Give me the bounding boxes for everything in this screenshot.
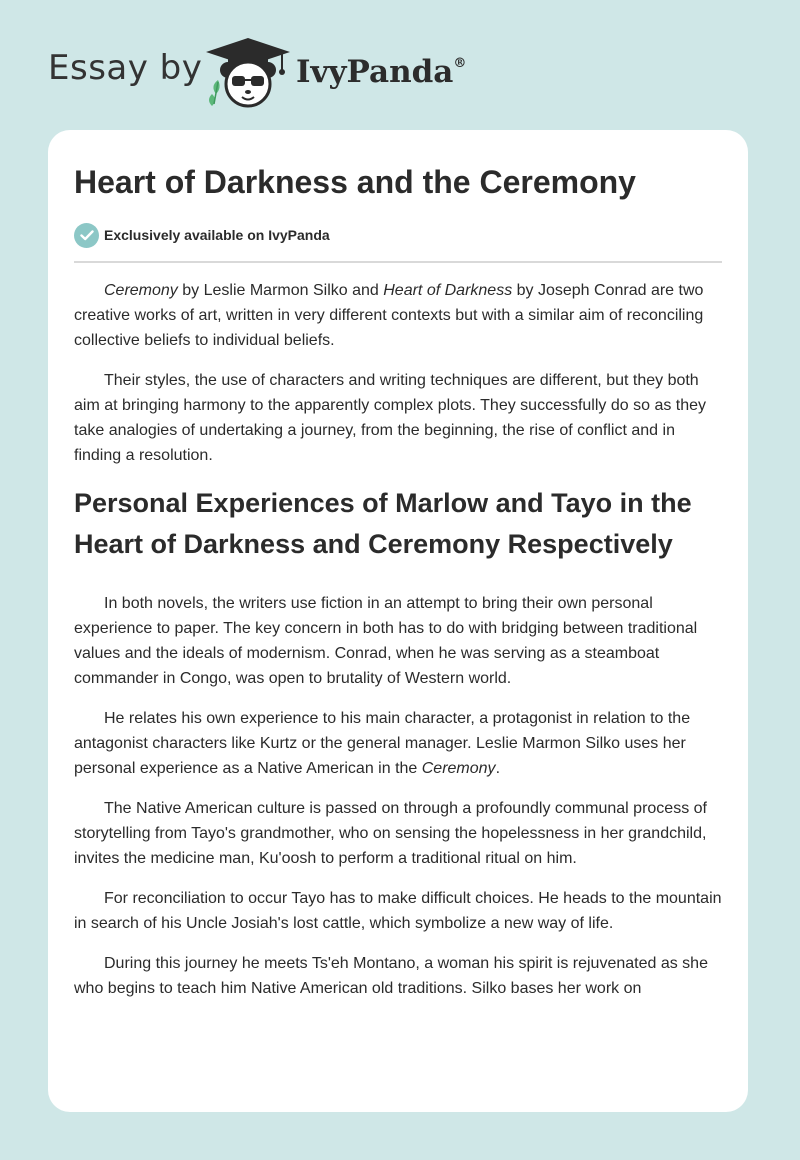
emphasis: Ceremony <box>104 282 178 299</box>
paragraph-text: . <box>495 760 501 777</box>
divider <box>74 261 722 263</box>
essay-card <box>48 130 748 1112</box>
brand-name: IvyPanda <box>296 54 454 90</box>
paragraph: During this journey he meets Ts'eh Montano, a woman his spirit is rejuvenated as she who begins to teach him Native American old traditions. Silko bases her work on <box>74 955 708 997</box>
paragraph <box>74 706 722 781</box>
paragraph-text: He relates his own experience to his main character, a protagonist in relation to the antagonist characters like Kurtz or the general manager. Leslie Marmon Silko uses her personal experience as a Native American in the <box>74 710 691 777</box>
paragraph-text: by Leslie Marmon Silko and <box>177 282 384 299</box>
section-heading: Personal Experiences of Marlow and Tayo in the Heart of Darkness and Ceremony Respectively <box>74 488 692 559</box>
paragraph: For reconciliation to occur Tayo has to make difficult choices. He heads to the mountain in search of his Uncle Josiah's lost cattle, which symbolize a new way of life. <box>74 890 722 932</box>
badge-label: Exclusively available on IvyPanda <box>104 227 330 243</box>
site-header <box>0 0 800 128</box>
registered-mark: ® <box>453 55 467 71</box>
paragraph-text: by Joseph Conrad are two creative works of art, written in very different contexts but with a similar aim of reconciling collective beliefs to individual beliefs. <box>74 282 704 349</box>
ivypanda-brand[interactable] <box>296 54 466 90</box>
emphasis: Heart of Darkness <box>383 282 513 299</box>
check-icon <box>74 223 99 248</box>
ivypanda-logo-icon[interactable] <box>202 36 294 108</box>
paragraph: The Native American culture is passed on through a profoundly communal process of storytelling from Tayo's grandmother, who on sensing the hopelessness in her grandchild, invites the medicine man, Ku'oosh to perform a traditional ritual on him. <box>74 800 707 867</box>
paragraph <box>74 278 722 353</box>
essay-by-label: Essay by <box>48 48 203 88</box>
paragraph: Their styles, the use of characters and writing techniques are different, but they both aim at bringing harmony to the apparently complex plots. They successfully do so as they take analogies of undertaking a journey, from the beginning, the rise of conflict and in finding a resolution. <box>74 372 707 464</box>
emphasis: Ceremony <box>421 760 496 777</box>
paragraph: In both novels, the writers use fiction in an attempt to bring their own personal experience to paper. The key concern in both has to do with bridging between traditional values and the ideals of modernism. Conrad, when he was serving as a steamboat commander in Congo, was open to brutality of Western world. <box>74 595 698 687</box>
page-title: Heart of Darkness and the Ceremony <box>74 164 636 200</box>
article-body <box>74 278 722 1016</box>
exclusive-badge <box>74 222 330 248</box>
